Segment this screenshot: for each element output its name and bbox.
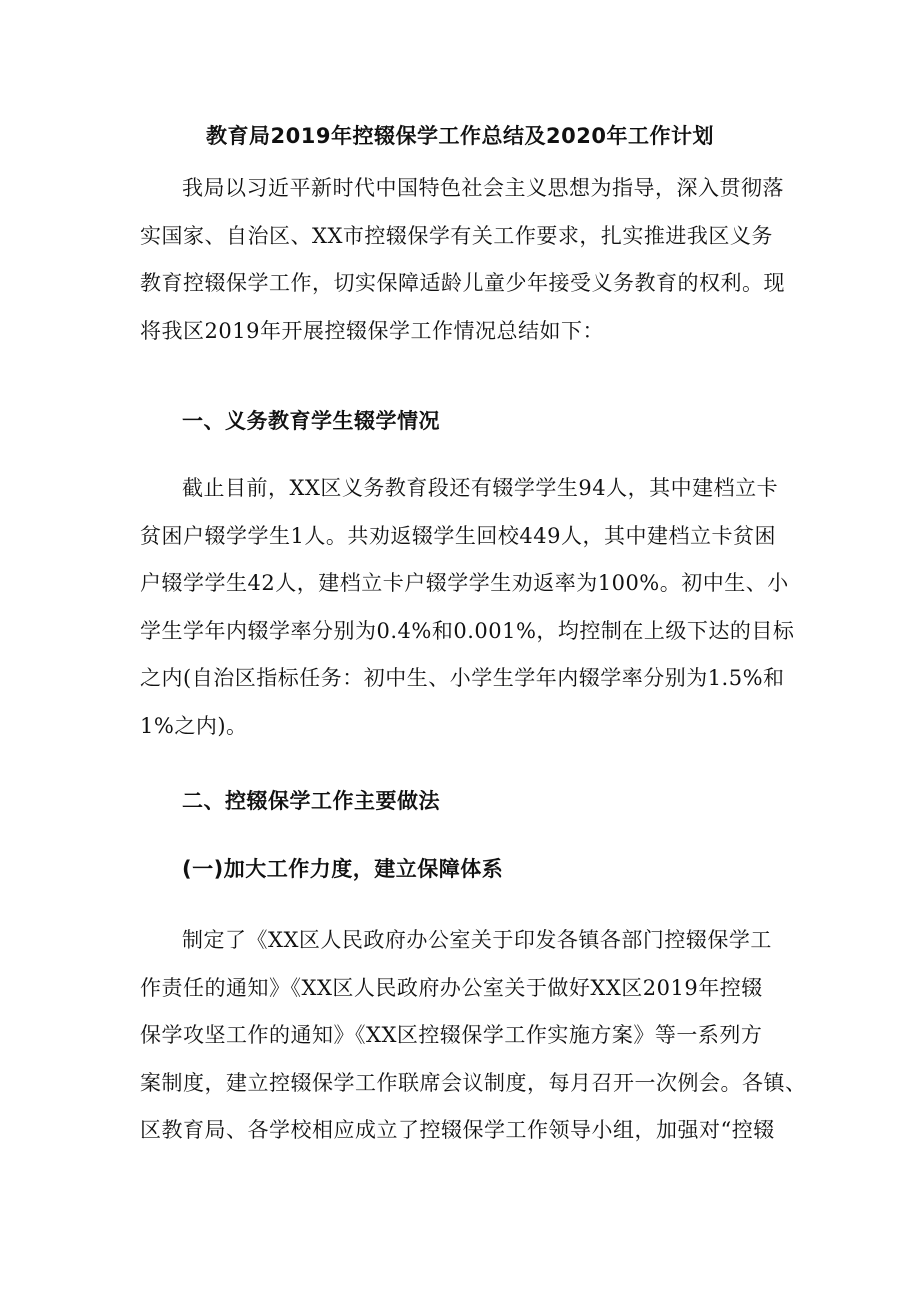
subsection1-paragraph xyxy=(140,917,807,1155)
subsection-heading: (一)加大工作力度，建立保障体系 xyxy=(182,857,504,881)
paragraph-line: 保学攻坚工作的通知》《XX区控辍保学工作实施方案》等一系列方 xyxy=(140,1023,763,1047)
paragraph-line: 案制度，建立控辍保学工作联席会议制度，每月召开一次例会。各镇、 xyxy=(140,1070,807,1095)
paragraph-line: 区教育局、各学校相应成立了控辍保学工作领导小组，加强对“控辍 xyxy=(140,1118,775,1142)
section-heading: 二、控辍保学工作主要做法 xyxy=(182,789,440,813)
paragraph-line: 截止目前，XX区义务教育段还有辍学学生94人，其中建档立卡 xyxy=(182,476,779,500)
intro-paragraph xyxy=(140,165,785,355)
paragraph-line: 将我区2019年开展控辍保学工作情况总结如下： xyxy=(140,318,604,343)
paragraph-line: 1%之内)。 xyxy=(140,713,248,738)
document-title: 教育局2019年控辍保学工作总结及2020年工作计划 xyxy=(206,124,714,148)
paragraph-line: 我局以习近平新时代中国特色社会主义思想为指导，深入贯彻落 xyxy=(182,176,784,200)
paragraph-line: 贫困户辍学学生1人。共劝返辍学生回校449人，其中建档立卡贫困 xyxy=(140,523,776,548)
section-heading: 一、义务教育学生辍学情况 xyxy=(182,409,440,433)
paragraph-line: 户辍学学生42人，建档立卡户辍学学生劝返率为100%。初中生、小 xyxy=(140,571,789,595)
paragraph-line: 作责任的通知》《XX区人民政府办公室关于做好XX区2019年控辍 xyxy=(140,975,763,1000)
paragraph-line: 制定了《XX区人民政府办公室关于印发各镇各部门控辍保学工 xyxy=(182,928,772,952)
paragraph-line: 学生学年内辍学率分别为0.4%和0.001%，均控制在上级下达的目标 xyxy=(140,618,795,643)
paragraph-line: 实国家、自治区、XX市控辍保学有关工作要求，扎实推进我区义务 xyxy=(140,223,773,248)
paragraph-line: 之内(自治区指标任务：初中生、小学生学年内辍学率分别为1.5%和 xyxy=(140,666,785,690)
section1-paragraph xyxy=(140,465,795,750)
paragraph-line: 教育控辍保学工作，切实保障适龄儿童少年接受义务教育的权利。现 xyxy=(140,271,785,295)
